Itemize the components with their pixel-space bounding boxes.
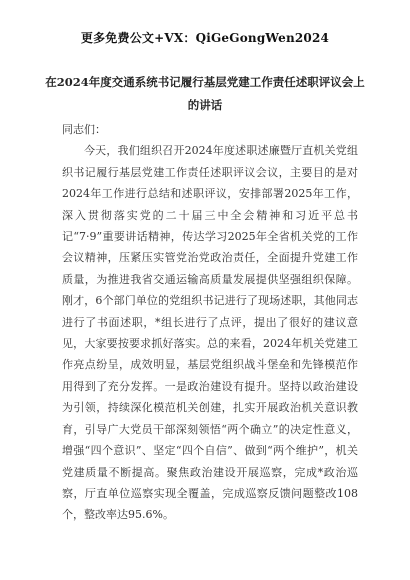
document-body [62, 119, 358, 526]
body-paragraph: 今天，我们组织召开2024年度述职述廉暨厅直机关党组织书记履行基层党建工作责任述职评议会议，主要目的是对2024年工作进行总结和述职评议，安排部署2025年工作，深入贯彻落实党的二十届三中全会精神和习近平总书记“7·9”重要讲话精神，传达学习2025年全省机关党的工作会议精神，压紧压实管党治党政治责任，全面提升党建工作质量，为推进我省交通运输高质量发展提供坚强组织保障。刚才，6个部门单位的党组织书记进行了现场述职，其他同志进行了书面述职，*组长进行了点评，提出了很好的建议意见，大家要按要求抓好落实。总的来看，2024年机关党建工作亮点纷呈，成效明显，基层党组织战斗堡垒和先锋模范作用得到了充分发挥。一是政治建设有提升。坚持以政治建设为引领，持续深化模范机关创建，扎实开展政治机关意识教育，引导广大党员干部深刻领悟“两个确立”的决定性意义，增强“四个意识”、坚定“四个自信”、做到“两个维护”，机关党建质量不断提高。聚焦政治建设开展巡察，完成*政治巡察，厅直单位巡察实现全覆盖，完成巡察反馈问题整改108个，整改率达95.6%。 [62, 144, 358, 522]
salutation: 同志们： [62, 123, 106, 136]
document-title: 在2024年度交通系统书记履行基层党建工作责任述职评议会上的讲话 [45, 75, 365, 112]
header-watermark: 更多免费公文+VX：QiGeGongWen2024 [80, 31, 330, 45]
